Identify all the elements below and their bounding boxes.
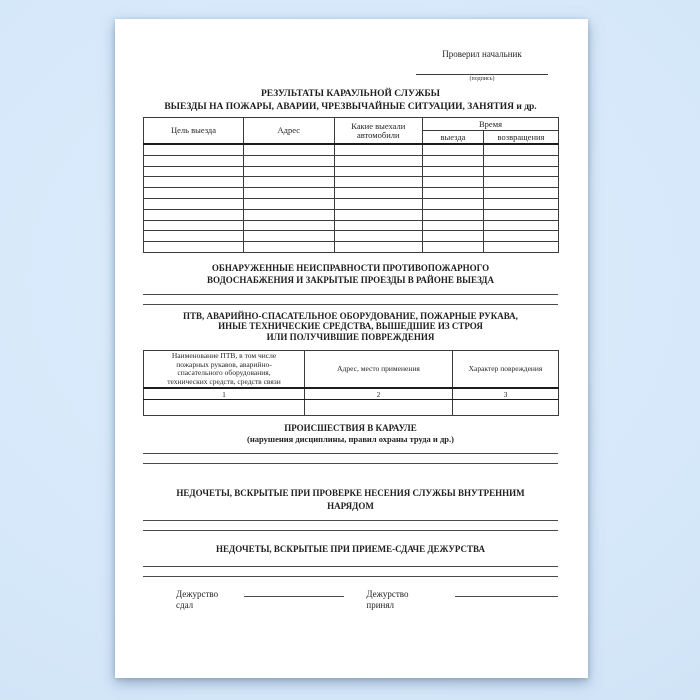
internal-watch-line2: НАРЯДОМ [327,501,374,512]
trips-table [143,117,559,253]
checked-by-label: Проверил начальник [442,49,522,59]
signature-line [416,74,548,75]
write-line [143,294,558,295]
empty-cell [334,209,423,220]
empty-cell [484,242,559,253]
incidents-section-heading [143,422,558,445]
empty-cell [244,144,335,155]
duty-accepted-signature-line [455,587,558,597]
empty-cell [423,188,484,199]
trips-col-time: Время [423,118,559,131]
empty-cell [144,177,244,188]
trips-empty-row [144,166,559,177]
empty-cell [144,188,244,199]
empty-cell [334,231,423,242]
empty-cell [334,220,423,231]
ptv-col-address: Адрес, место применения [305,351,453,389]
empty-cell [484,220,559,231]
empty-cell [334,166,423,177]
ptv-col-name-line3: спасательного оборудования, [177,368,271,378]
incidents-subheading: (нарушения дисциплины, правил охраны труда и др.) [247,434,454,445]
trips-col-time-out: выезда [423,131,484,145]
ptv-col-name-line4: технических средств, средств связи [167,376,281,386]
write-line [143,576,558,577]
empty-cell [334,155,423,166]
trips-col-time-return: возвращения [484,131,559,145]
report-form-page [115,19,588,678]
duty-handed-label: Дежурство сдал [176,589,219,611]
ptv-col-name-line2: пожарных рукавов, аварийно- [176,359,272,369]
empty-cell [484,231,559,242]
empty-cell [144,209,244,220]
ptv-heading-line2: ИНЫЕ ТЕХНИЧЕСКИЕ СРЕДСТВА, ВЫШЕДШИЕ ИЗ СТРОЯ [218,321,483,332]
checked-by-block [416,49,548,83]
empty-cell [144,242,244,253]
trips-empty-row [144,209,559,220]
write-line [143,463,558,464]
empty-cell [244,155,335,166]
signature-caption: (подпись) [469,76,495,82]
trips-col-address: Адрес [244,118,335,145]
empty-cell [334,198,423,209]
empty-cell [244,166,335,177]
trips-empty-row [144,144,559,155]
empty-cell [453,400,559,416]
ptv-empty-row [144,400,559,416]
empty-cell [144,400,305,416]
internal-watch-line1: НЕДОЧЕТЫ, ВСКРЫТЫЕ ПРИ ПРОВЕРКЕ НЕСЕНИЯ СЛУЖБЫ ВНУТРЕННИМ [176,488,525,499]
ptv-heading-line3: ИЛИ ПОЛУЧИВШИЕ ПОВРЕЖДЕНИЯ [266,331,435,342]
trips-table-body [144,144,559,252]
empty-cell [334,177,423,188]
ptv-heading-line1: ПТВ, АВАРИЙНО-СПАСАТЕЛЬНОЕ ОБОРУДОВАНИЕ, ПОЖАРНЫЕ РУКАВА, [183,310,518,321]
empty-cell [423,144,484,155]
empty-cell [423,166,484,177]
empty-cell [334,144,423,155]
trips-col-vehicles: Какие выехали автомобили [334,118,423,145]
empty-cell [244,188,335,199]
ptv-number-cell: 3 [453,388,559,400]
empty-cell [244,198,335,209]
write-line [143,304,558,305]
empty-cell [334,188,423,199]
empty-cell [423,209,484,220]
write-line [143,566,558,567]
write-line [143,453,558,454]
form-title [143,88,558,114]
ptv-section-heading [143,311,558,343]
empty-cell [423,177,484,188]
empty-cell [305,400,453,416]
empty-cell [244,231,335,242]
trips-empty-row [144,155,559,166]
write-line [143,530,558,531]
form-title-line1: РЕЗУЛЬТАТЫ КАРАУЛЬНОЙ СЛУЖБЫ [261,89,440,99]
water-heading-line1: ОБНАРУЖЕННЫЕ НЕИСПРАВНОСТИ ПРОТИВОПОЖАРНОГО [211,262,490,273]
form-title-line2: ВЫЕЗДЫ НА ПОЖАРЫ, АВАРИИ, ЧРЕЗВЫЧАЙНЫЕ СИТУАЦИИ, ЗАНЯТИЯ и др. [164,102,537,112]
trips-empty-row [144,242,559,253]
empty-cell [244,177,335,188]
empty-cell [244,242,335,253]
ptv-number-row [144,388,559,400]
trips-empty-row [144,231,559,242]
empty-cell [144,155,244,166]
empty-cell [423,155,484,166]
empty-cell [423,198,484,209]
ptv-col-name [144,351,305,389]
empty-cell [423,242,484,253]
ptv-number-cell: 2 [305,388,453,400]
empty-cell [144,231,244,242]
trips-col-goal: Цель выезда [144,118,244,145]
ptv-col-name-line1: Наименование ПТВ, в том числе [171,351,277,361]
duty-accepted-label: Дежурство принял [366,589,409,611]
empty-cell [484,144,559,155]
empty-cell [484,177,559,188]
trips-empty-row [144,198,559,209]
empty-cell [423,231,484,242]
trips-empty-row [144,220,559,231]
trips-empty-row [144,177,559,188]
ptv-col-damage: Характер повреждения [453,351,559,389]
water-section-heading [143,262,558,286]
empty-cell [334,242,423,253]
empty-cell [244,209,335,220]
empty-cell [484,155,559,166]
empty-cell [144,220,244,231]
trips-empty-row [144,188,559,199]
empty-cell [144,198,244,209]
write-line [143,520,558,521]
empty-cell [423,220,484,231]
empty-cell [484,209,559,220]
empty-cell [484,166,559,177]
empty-cell [144,166,244,177]
empty-cell [144,144,244,155]
ptv-table [143,350,559,416]
ptv-number-cell: 1 [144,388,305,400]
handover-heading: НЕДОЧЕТЫ, ВСКРЫТЫЕ ПРИ ПРИЕМЕ-СДАЧЕ ДЕЖУРСТВА [216,544,485,555]
internal-watch-heading [143,487,558,513]
incidents-heading: ПРОИСШЕСТВИЯ В КАРАУЛЕ [284,423,417,434]
duty-signatures-row [143,587,558,611]
empty-cell [244,220,335,231]
water-heading-line2: ВОДОСНАБЖЕНИЯ И ЗАКРЫТЫЕ ПРОЕЗДЫ В РАЙОНЕ ВЫЕЗДА [207,274,494,285]
empty-cell [484,198,559,209]
empty-cell [484,188,559,199]
duty-handed-signature-line [244,587,344,597]
